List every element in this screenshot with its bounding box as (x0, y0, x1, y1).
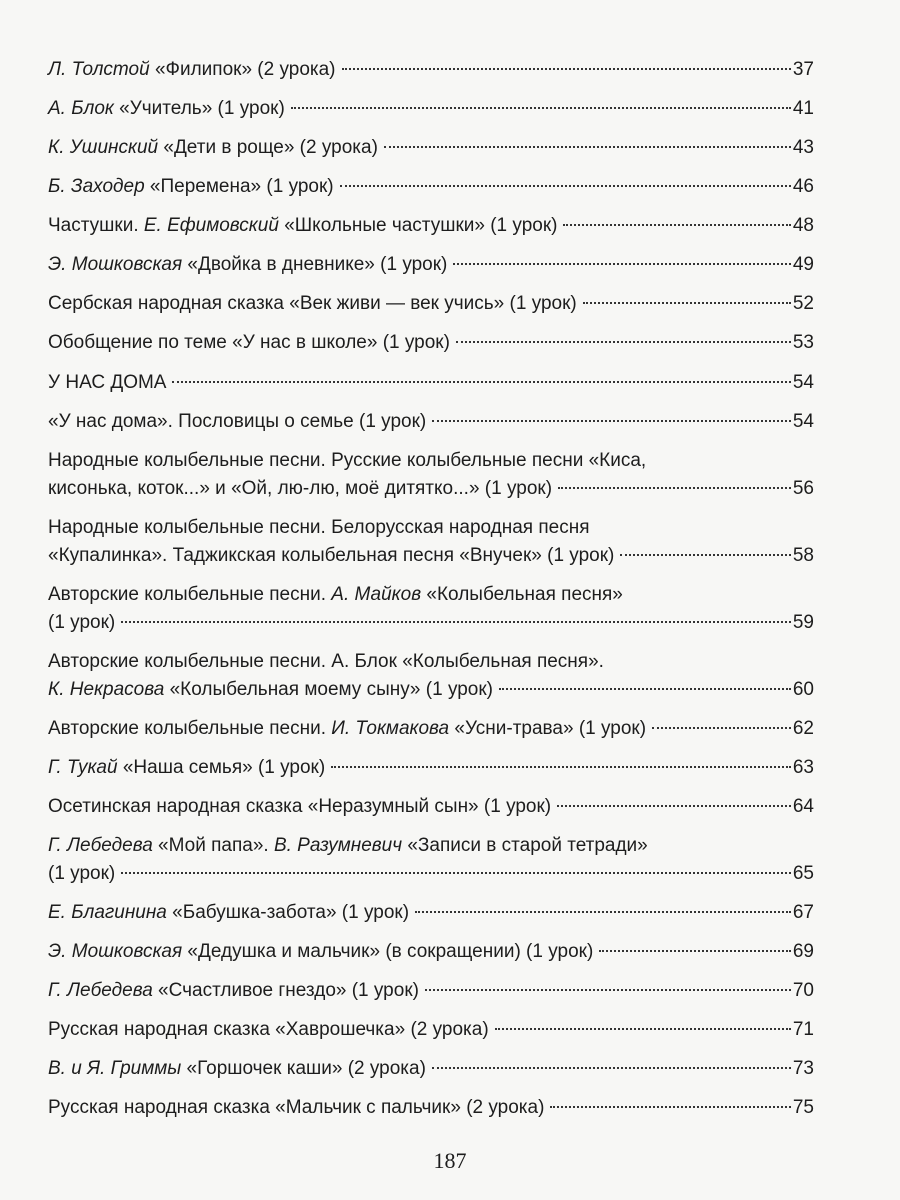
entry-author: Э. Мошковская (48, 941, 183, 962)
entry-title: «Колыбельная песня» (421, 584, 623, 605)
toc-entry (48, 581, 814, 637)
entry-title: «Бабушка-забота» (1 урок) (166, 902, 410, 923)
entry-author: Г. Лебедева (48, 835, 153, 856)
dot-leader (121, 872, 791, 874)
dot-leader (453, 263, 790, 265)
entry-author: Е. Благинина (48, 902, 167, 923)
entry-line2: (1 урок) (48, 863, 116, 884)
entry-page: 75 (792, 1097, 814, 1118)
entry-page: 71 (792, 1019, 814, 1040)
toc-entry (48, 212, 814, 240)
entry-title: Осетинская народная сказка «Неразумный сын» (1 урок) (48, 796, 552, 817)
entry-author: Г. Тукай (48, 757, 118, 778)
table-of-contents (48, 56, 814, 1133)
entry-author: К. Ушинский (48, 137, 159, 158)
dot-leader (499, 688, 791, 690)
entry-line1: Авторские колыбельные песни. А. Блок «Колыбельная песня». (48, 651, 604, 672)
entry-author: В. и Я. Гриммы (48, 1058, 182, 1079)
dot-leader (432, 420, 791, 422)
entry-page: 46 (792, 176, 814, 197)
dot-leader (563, 224, 790, 226)
entry-page: 63 (792, 757, 814, 778)
entry-page: 67 (792, 902, 814, 923)
entry-author: А. Блок (48, 98, 114, 119)
toc-entry (48, 95, 814, 123)
toc-entry (48, 514, 814, 570)
toc-entry (48, 977, 814, 1005)
entry-title: Русская народная сказка «Мальчик с пальчик» (2 урока) (48, 1097, 545, 1118)
entry-page: 48 (792, 215, 814, 236)
entry-title: «Колыбельная моему сыну» (1 урок) (164, 679, 494, 700)
entry-title: «Двойка в дневнике» (1 урок) (182, 254, 448, 275)
toc-entry (48, 134, 814, 162)
entry-page: 41 (792, 98, 814, 119)
entry-author: К. Некрасова (48, 679, 165, 700)
toc-entry (48, 715, 814, 743)
entry-author: И. Токмакова (331, 718, 450, 739)
dot-leader (599, 950, 791, 952)
toc-entry (48, 648, 814, 704)
entry-author: Э. Мошковская (48, 254, 183, 275)
entry-page: 54 (792, 411, 814, 432)
toc-entry (48, 832, 814, 888)
toc-entry (48, 56, 814, 84)
section-heading (48, 369, 814, 397)
entry-title: «Учитель» (1 урок) (113, 98, 285, 119)
entry-page: 49 (792, 254, 814, 275)
toc-entry (48, 899, 814, 927)
dot-leader (384, 146, 791, 148)
entry-page: 43 (792, 137, 814, 158)
entry-page: 52 (792, 293, 814, 314)
toc-entry (48, 938, 814, 966)
dot-leader (172, 381, 790, 383)
toc-entry (48, 1016, 814, 1044)
entry-author: Е. Ефимовский (143, 215, 279, 236)
entry-page: 70 (792, 980, 814, 1001)
dot-leader (291, 107, 791, 109)
toc-entry (48, 173, 814, 201)
entry-line2: (1 урок) (48, 612, 116, 633)
entry-line1: Народные колыбельные песни. Русские колыбельные песни «Киса, (48, 450, 647, 471)
entry-page: 53 (792, 332, 814, 353)
entry-prefix: Авторские колыбельные песни. (48, 584, 332, 605)
dot-leader (121, 621, 791, 623)
entry-page: 60 (792, 679, 814, 700)
entry-title: «Наша семья» (1 урок) (117, 757, 326, 778)
page-number: 187 (433, 1148, 467, 1173)
dot-leader (432, 1067, 791, 1069)
entry-line2: «Купалинка». Таджикская колыбельная песня «Внучек» (1 урок) (48, 545, 615, 566)
entry-page: 62 (792, 718, 814, 739)
toc-entry (48, 754, 814, 782)
entry-title: «Филипок» (2 урока) (149, 59, 336, 80)
dot-leader (557, 805, 791, 807)
toc-entry (48, 408, 814, 436)
entry-line2: кисонька, коток...» и «Ой, лю-лю, моё дитятко...» (1 урок) (48, 478, 553, 499)
dot-leader (340, 185, 791, 187)
dot-leader (652, 727, 791, 729)
entry-page: 69 (792, 941, 814, 962)
toc-entry (48, 447, 814, 503)
entry-author: В. Разумневич (273, 835, 403, 856)
section-page: 54 (792, 372, 814, 393)
entry-title: Обобщение по теме «У нас в школе» (1 урок) (48, 332, 450, 353)
dot-leader (415, 911, 791, 913)
entry-page: 37 (792, 59, 814, 80)
entry-title: «Усни-трава» (1 урок) (449, 718, 647, 739)
entry-title: Русская народная сказка «Хаврошечка» (2 урока) (48, 1019, 489, 1040)
entry-title: Сербская народная сказка «Век живи — век учись» (1 урок) (48, 293, 577, 314)
dot-leader (495, 1028, 791, 1030)
entry-page: 65 (792, 863, 814, 884)
entry-author: А. Майков (331, 584, 422, 605)
dot-leader (620, 554, 790, 556)
entry-author: Л. Толстой (48, 59, 150, 80)
entry-title: «Горшочек каши» (2 урока) (181, 1058, 426, 1079)
toc-entry (48, 793, 814, 821)
entry-line1: Народные колыбельные песни. Белорусская народная песня (48, 517, 590, 538)
entry-title: «Дети в роще» (2 урока) (158, 137, 378, 158)
entry-page: 73 (792, 1058, 814, 1079)
entry-author: Б. Заходер (48, 176, 145, 197)
toc-entry (48, 251, 814, 279)
entry-title: «Перемена» (1 урок) (144, 176, 334, 197)
entry-title: «Школьные частушки» (1 урок) (278, 215, 558, 236)
toc-entry (48, 1055, 814, 1083)
entry-title: «Дедушка и мальчик» (в сокращении) (1 урок) (182, 941, 594, 962)
entry-title: «Счастливое гнездо» (1 урок) (152, 980, 419, 1001)
entry-author: Г. Лебедева (48, 980, 153, 1001)
dot-leader (558, 487, 791, 489)
entry-prefix: Частушки. (48, 215, 144, 236)
entry-page: 56 (792, 478, 814, 499)
dot-leader (456, 341, 791, 343)
entry-page: 59 (792, 612, 814, 633)
entry-title: «Записи в старой тетради» (402, 835, 648, 856)
entry-page: 64 (792, 796, 814, 817)
dot-leader (331, 766, 791, 768)
entry-page: 58 (792, 545, 814, 566)
dot-leader (342, 68, 791, 70)
entry-prefix: Авторские колыбельные песни. (48, 718, 332, 739)
entry-title: «У нас дома». Пословицы о семье (1 урок) (48, 411, 427, 432)
entry-title: «Мой папа». (152, 835, 274, 856)
toc-entry (48, 1094, 814, 1122)
dot-leader (425, 989, 791, 991)
dot-leader (550, 1106, 790, 1108)
toc-entry (48, 329, 814, 357)
toc-entry (48, 290, 814, 318)
dot-leader (583, 302, 791, 304)
section-title: У НАС ДОМА (48, 372, 167, 393)
